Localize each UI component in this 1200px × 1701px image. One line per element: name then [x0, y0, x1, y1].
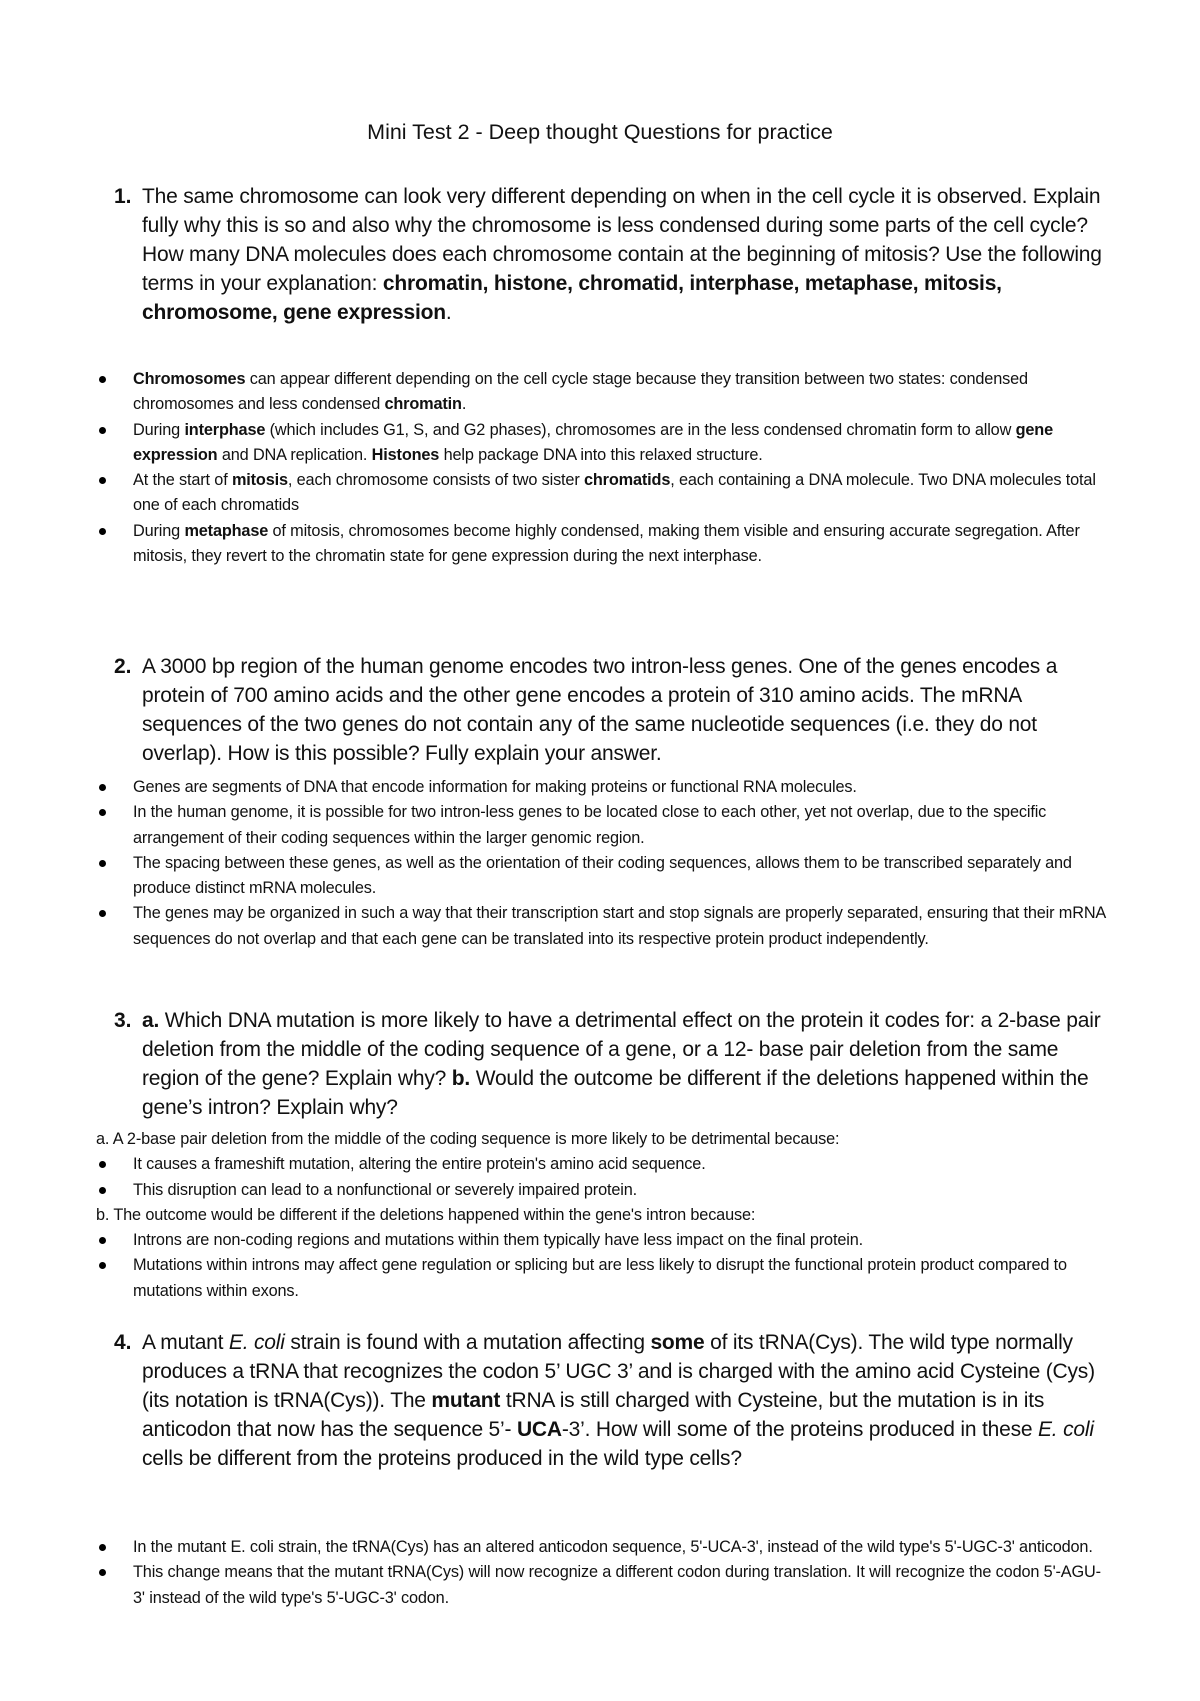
bold-text: some: [650, 1331, 705, 1354]
bold-text: b.: [451, 1067, 471, 1090]
bullet-icon: [96, 468, 133, 519]
bold-text: metaphase: [184, 521, 269, 540]
question-text: [142, 1006, 1114, 1122]
text-run: The spacing between these genes, as well as the orientation of their coding sequences, allows them to be transcribed separately and produce distinct mRNA molecules.: [133, 853, 1072, 898]
bullet-icon: [96, 1560, 133, 1611]
text-run: Introns are non-coding regions and mutations within them typically have less impact on the final protein.: [133, 1231, 863, 1250]
question-2: [114, 652, 1114, 768]
text-run: It causes a frameshift mutation, altering the entire protein's amino acid sequence.: [133, 1155, 706, 1174]
bold-text: Histones: [371, 445, 440, 464]
text-run: At the start of: [133, 471, 232, 490]
answer-section-3: [96, 1127, 1106, 1304]
text-run: This disruption can lead to a nonfunctional or severely impaired protein.: [133, 1180, 638, 1199]
question-text: [142, 1328, 1114, 1473]
bullet-icon: [96, 901, 133, 952]
bullet-text: [133, 1152, 1106, 1177]
sub-answer-b-intro: b. The outcome would be different if the deletions happened within the gene's intron because:: [96, 1205, 756, 1224]
bullet-icon: [96, 418, 133, 469]
bullet-text: [133, 901, 1106, 952]
sub-answer-a-list: [96, 1152, 1106, 1203]
text-run: During: [133, 521, 185, 540]
answer-bullet: [96, 1560, 1106, 1611]
text-run: During: [133, 420, 185, 439]
text-run: tRNA is still charged with Cysteine, but the mutation is in its anticodon that now has the sequence 5’-: [142, 1389, 1045, 1441]
answer-bullet: [96, 418, 1106, 469]
answer-bullet: [96, 1178, 1106, 1203]
text-run: .: [445, 301, 452, 324]
text-run: The genes may be organized in such a way that their transcription start and stop signals are properly separated, ensuring that their mRNA sequences do not overlap and that each gene can be translated into its respective protein product independently.: [133, 904, 1106, 948]
answer-bullet: [96, 851, 1106, 902]
bullet-text: [133, 1228, 1106, 1253]
text-run: , each containing a DNA molecule. Two DNA molecules total one of each chromatids: [133, 471, 1096, 515]
answer-bullet: [96, 1535, 1106, 1560]
bullet-text: [133, 800, 1106, 851]
bullet-text: [133, 1560, 1106, 1611]
bullet-icon: [96, 1152, 133, 1177]
bold-text: interphase: [184, 420, 266, 439]
bullet-icon: [96, 1228, 133, 1253]
question-text: [142, 652, 1114, 768]
text-run: In the mutant E. coli strain, the tRNA(Cys) has an altered anticodon sequence, 5'-UCA-3', instead of the wild type's 5'-UGC-3' anticodon.: [133, 1538, 1093, 1556]
bullet-icon: [96, 519, 133, 570]
text-run: Which DNA mutation is more likely to have a detrimental effect on the protein it codes for: a 2-base pair deletion from the middle of the coding sequence of a gene, or a 12- base pair deletion from the same region of the gene? Explain why?: [142, 1009, 1101, 1090]
text-run: cells be different from the proteins produced in the wild type cells?: [142, 1447, 742, 1470]
text-run: In the human genome, it is possible for two intron-less genes to be located close to each other, yet not overlap, due to the specific arrangement of their coding sequences within the larger genomic region.: [133, 803, 1047, 847]
bold-text: mutant: [431, 1389, 501, 1412]
answer-bullet: [96, 519, 1106, 570]
bullet-text: [133, 519, 1106, 570]
answer-bullet: [96, 775, 1106, 800]
text-run: can appear different depending on the cell cycle stage because they transition between two states: condensed chromosomes and less condensed: [133, 370, 1028, 414]
bold-text: UCA: [516, 1418, 562, 1441]
bullet-icon: [96, 851, 133, 902]
bold-text: gene expression: [133, 420, 1053, 464]
answer-bullet: [96, 1253, 1106, 1304]
answer-bullet: [96, 800, 1106, 851]
answer-bullet: [96, 367, 1106, 418]
bold-text: Chromosomes: [133, 370, 246, 388]
bold-text: mitosis: [231, 471, 288, 490]
bullet-text: [133, 1178, 1106, 1203]
question-number: 4.: [114, 1331, 132, 1354]
bullet-text: [133, 851, 1106, 902]
question-number: 3.: [114, 1009, 132, 1032]
answer-bullet: [96, 901, 1106, 952]
sub-answer-a-intro: a. A 2-base pair deletion from the middle of the coding sequence is more likely to be detrimental because:: [96, 1130, 840, 1148]
answer-bullet: [96, 468, 1106, 519]
answer-bullet: [96, 1228, 1106, 1253]
bullet-text: [133, 1535, 1106, 1560]
text-run: A mutant: [142, 1331, 229, 1354]
text-run: and DNA replication.: [217, 445, 372, 464]
bold-text: chromatin, histone, chromatid, interphase, metaphase, mitosis, chromosome, gene expression: [142, 272, 1002, 324]
text-run: .: [461, 395, 467, 414]
text-run: Genes are segments of DNA that encode information for making proteins or functional RNA molecules.: [133, 778, 857, 796]
answer-list-1: [96, 367, 1106, 569]
bullet-icon: [96, 1178, 133, 1203]
bullet-text: [133, 775, 1106, 800]
bullet-icon: [96, 1535, 133, 1560]
question-number: 2.: [114, 655, 132, 678]
bold-text: a.: [142, 1009, 160, 1032]
text-run: A 3000 bp region of the human genome encodes two intron-less genes. One of the genes encodes a protein of 700 amino acids and the other gene encodes a protein of 310 amino acids. The mRNA sequences of the two genes do not contain any of the same nucleotide sequences (i.e. they do not overlap). How is this possible? Fully explain your answer.: [142, 655, 1058, 765]
italic-text: E. coli: [1038, 1418, 1094, 1441]
question-text: [142, 182, 1114, 327]
text-run: -3’. How will some of the proteins produced in these: [561, 1418, 1038, 1441]
bold-text: chromatin: [384, 395, 462, 414]
bullet-icon: [96, 1253, 133, 1304]
answer-bullet: [96, 1152, 1106, 1177]
text-run: of mitosis, chromosomes become highly condensed, making them visible and ensuring accurate segregation. After mitosis, they revert to the chromatin state for gene expression during the next interphase.: [133, 521, 1080, 566]
text-run: Mutations within introns may affect gene regulation or splicing but are less likely to disrupt the functional protein product compared to mutations within exons.: [133, 1256, 1067, 1300]
text-run: (which includes G1, S, and G2 phases), chromosomes are in the less condensed chromatin form to allow: [265, 420, 1016, 439]
answer-list-2: [96, 775, 1106, 952]
bullet-text: [133, 1253, 1106, 1304]
bullet-icon: [96, 367, 133, 418]
text-run: The same chromosome can look very different depending on when in the cell cycle it is observed. Explain fully why this is so and also why the chromosome is less condensed during some parts of the cell cycle? How many DNA molecules does each chromosome contain at the beginning of mitosis? Use the following terms in your explanation:: [142, 185, 1102, 295]
text-run: This change means that the mutant tRNA(Cys) will now recognize a different codon during translation. It will recognize the codon 5'-AGU-3' instead of the wild type's 5'-UGC-3' codon.: [133, 1563, 1101, 1607]
text-run: , each chromosome consists of two sister: [287, 471, 584, 490]
text-run: strain is found with a mutation affecting: [284, 1331, 651, 1354]
answer-list-4: [96, 1535, 1106, 1611]
question-number: 1.: [114, 185, 132, 208]
bullet-text: [133, 418, 1106, 469]
text-run: of its tRNA(Cys). The wild type normally produces a tRNA that recognizes the codon 5’ UGC 3’ and is charged with the amino acid Cysteine (Cys) (its notation is tRNA(Cys)). The: [142, 1331, 1095, 1412]
question-1: [114, 182, 1114, 327]
italic-text: E. coli: [228, 1331, 285, 1354]
bullet-text: [133, 468, 1106, 519]
sub-answer-b-list: [96, 1228, 1106, 1304]
bullet-icon: [96, 800, 133, 851]
text-run: Would the outcome be different if the deletions happened within the gene’s intron? Explain why?: [142, 1067, 1089, 1119]
text-run: help package DNA into this relaxed structure.: [439, 445, 763, 464]
bullet-icon: [96, 775, 133, 800]
page-title: Mini Test 2 - Deep thought Questions for practice: [367, 120, 833, 144]
question-4: [114, 1328, 1114, 1473]
bold-text: chromatids: [583, 471, 671, 490]
bullet-text: [133, 367, 1106, 418]
question-3: [114, 1006, 1114, 1122]
